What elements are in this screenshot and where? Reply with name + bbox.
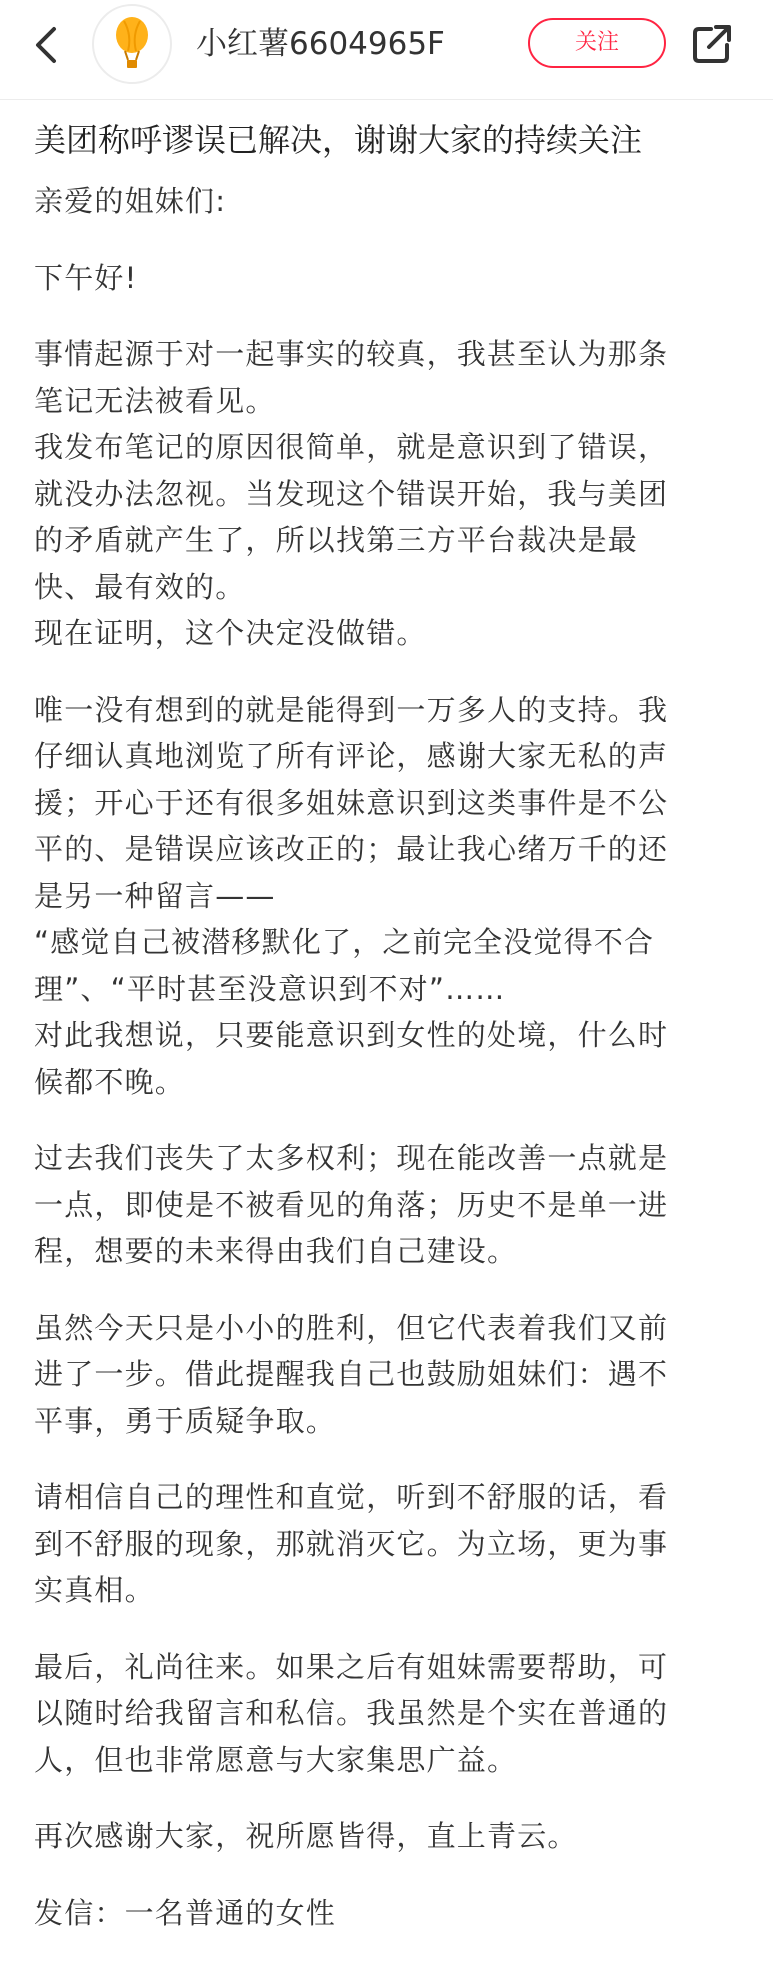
paragraph-line: 候都不晚。: [34, 1064, 186, 1099]
paragraph-line: 理”、“平时甚至没意识到不对”……: [34, 971, 506, 1006]
paragraph-line: 程，想要的未来得由我们自己建设。: [34, 1234, 518, 1268]
paragraph-line: 过去我们丧失了太多权利；现在能改善一点就是: [34, 1141, 669, 1175]
paragraph-line: 下午好!: [34, 260, 138, 295]
paragraph: [34, 687, 740, 1106]
paragraph: [34, 1813, 740, 1860]
paragraph-line: 一点，即使是不被看见的角落；历史不是单一进: [34, 1187, 669, 1222]
paragraph-line: 事情起源于对一起事实的较真，我甚至认为那条: [34, 337, 669, 371]
paragraph-line: 平的、是错误应该改正的；最让我心绪万千的还: [34, 832, 669, 866]
paragraph-line: 虽然今天只是小小的胜利，但它代表着我们又前: [34, 1310, 669, 1345]
paragraph-line: 亲爱的姐妹们:: [34, 184, 227, 218]
paragraph-line: 再次感谢大家，祝所愿皆得，直上青云。: [34, 1819, 578, 1853]
paragraph-line: 笔记无法被看见。: [34, 383, 276, 418]
share-button[interactable]: [684, 16, 740, 72]
paragraph: [34, 255, 740, 302]
paragraph: [34, 1644, 740, 1784]
paragraph: [34, 1474, 740, 1614]
paragraph-line: 的矛盾就产生了，所以找第三方平台裁决是最: [34, 523, 639, 557]
paragraph-line: 实真相。: [34, 1573, 155, 1607]
paragraph-line: 对此我想说，只要能意识到女性的处境，什么时: [34, 1018, 669, 1052]
paragraph-line: “感觉自己被潜移默化了，之前完全没觉得不合: [34, 925, 655, 959]
paragraph-line: 唯一没有想到的就是能得到一万多人的支持。我: [34, 692, 669, 727]
paragraph-line: 平事，勇于质疑争取。: [34, 1403, 337, 1438]
paragraph: [34, 1890, 740, 1937]
paragraph-line: 就没办法忽视。当发现这个错误开始，我与美团: [34, 476, 669, 511]
back-button[interactable]: [22, 20, 72, 70]
paragraph-line: 进了一步。借此提醒我自己也鼓励姐妹们：遇不: [34, 1357, 669, 1391]
paragraph-line: 最后，礼尚往来。如果之后有姐妹需要帮助，可: [34, 1649, 669, 1684]
paragraph-line: 我发布笔记的原因很简单，就是意识到了错误，: [34, 430, 669, 464]
paragraph-line: 快、最有效的。: [34, 569, 246, 604]
post-body: [34, 178, 740, 1966]
paragraph-line: 以随时给我留言和私信。我虽然是个实在普通的: [34, 1696, 669, 1730]
paragraph-line: 人，但也非常愿意与大家集思广益。: [34, 1742, 518, 1777]
chevron-left-icon: [32, 25, 62, 65]
top-bar: [0, 0, 773, 100]
paragraph-line: 发信：一名普通的女性: [34, 1895, 337, 1930]
hot-air-balloon-icon: [110, 15, 154, 73]
share-icon: [691, 23, 733, 65]
paragraph: [34, 1135, 740, 1275]
avatar[interactable]: [92, 4, 172, 84]
paragraph-line: 请相信自己的理性和直觉，听到不舒服的话，看: [34, 1480, 669, 1514]
paragraph-line: 到不舒服的现象，那就消灭它。为立场，更为事: [34, 1526, 669, 1561]
username[interactable]: 小红薯6604965F: [196, 26, 445, 62]
paragraph-line: 是另一种留言——: [34, 878, 276, 913]
paragraph: [34, 1305, 740, 1445]
post-title: 美团称呼谬误已解决，谢谢大家的持续关注: [34, 121, 643, 159]
follow-button[interactable]: 关注: [528, 18, 666, 68]
paragraph: [34, 331, 740, 657]
paragraph: [34, 178, 740, 225]
paragraph-line: 援；开心于还有很多姐妹意识到这类事件是不公: [34, 785, 669, 820]
paragraph-line: 仔细认真地浏览了所有评论，感谢大家无私的声: [34, 739, 669, 773]
paragraph-line: 现在证明，这个决定没做错。: [34, 616, 427, 650]
